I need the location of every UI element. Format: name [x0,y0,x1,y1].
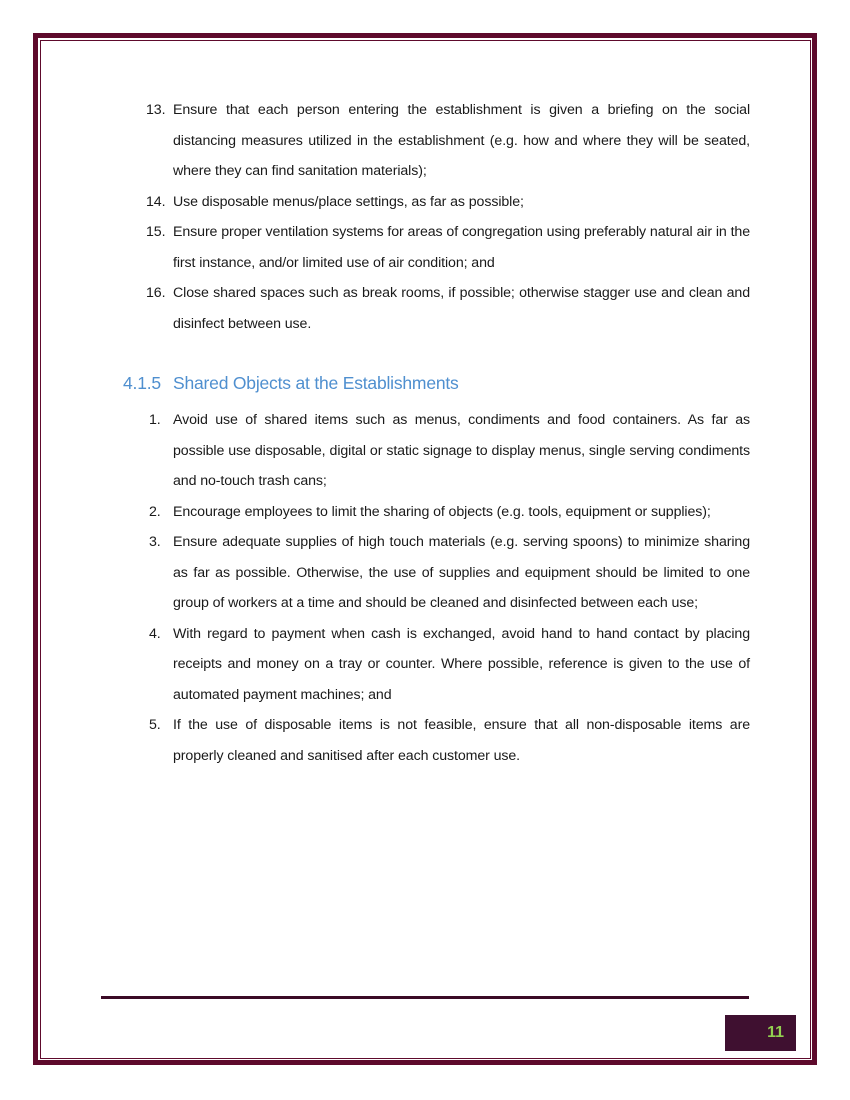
list-item-number: 2. [149,503,161,520]
section-heading [123,373,459,394]
list-item [146,527,750,619]
list-item [146,95,750,187]
list-item [146,217,750,278]
list-item-text: Use disposable menus/place settings, as far as possible; [173,193,524,210]
page-number: 11 [767,1024,784,1041]
list-item-text: Ensure that each person entering the establishment is given a briefing on the social distancing measures utilized in the establishment (e.g. how and where they will be seated, where they can find sanitation materials); [173,102,750,179]
page-number-box [725,1015,796,1051]
list-item-number: 14. [146,193,166,210]
list-item-text: Ensure proper ventilation systems for areas of congregation using preferably natural air in the first instance, and/or limited use of air condition; and [173,224,750,271]
list-item-number: 1. [149,412,161,428]
list-item-number: 3. [149,534,161,550]
list-item-number: 5. [149,717,161,733]
list-item [146,710,750,771]
section-title: Shared Objects at the Establishments [173,373,459,393]
list-item-number: 13. [146,102,166,118]
list-item-text: Encourage employees to limit the sharing of objects (e.g. tools, equipment or supplies); [173,503,711,520]
section-number: 4.1.5 [123,373,161,393]
list-item-number: 15. [146,224,166,240]
shared-objects-list [146,405,750,771]
list-item-text: Ensure adequate supplies of high touch materials (e.g. serving spoons) to minimize sharing as far as possible. Otherwise, the use of supplies and equipment should be limited to one group of workers at a time and should be cleaned and disinfected between each use; [173,534,750,611]
list-item [146,497,750,528]
list-item [146,619,750,711]
list-item-text: Close shared spaces such as break rooms, if possible; otherwise stagger use and clean and disinfect between use. [173,285,750,332]
list-item-text: With regard to payment when cash is exchanged, avoid hand to hand contact by placing receipts and money on a tray or counter. Where possible, reference is given to the use of automated payment machines; and [173,625,750,703]
list-item-text: Avoid use of shared items such as menus, condiments and food containers. As far as possible use disposable, digital or static signage to display menus, single serving condiments and no-touch trash cans; [173,412,750,489]
list-item [146,278,750,339]
footer-divider [101,996,749,999]
continued-measures-list [146,95,750,339]
list-item [146,405,750,497]
list-item [146,187,750,218]
list-item-number: 16. [146,285,166,301]
list-item-text: If the use of disposable items is not feasible, ensure that all non-disposable items are properly cleaned and sanitised after each customer use. [173,717,750,764]
list-item-number: 4. [149,625,161,642]
